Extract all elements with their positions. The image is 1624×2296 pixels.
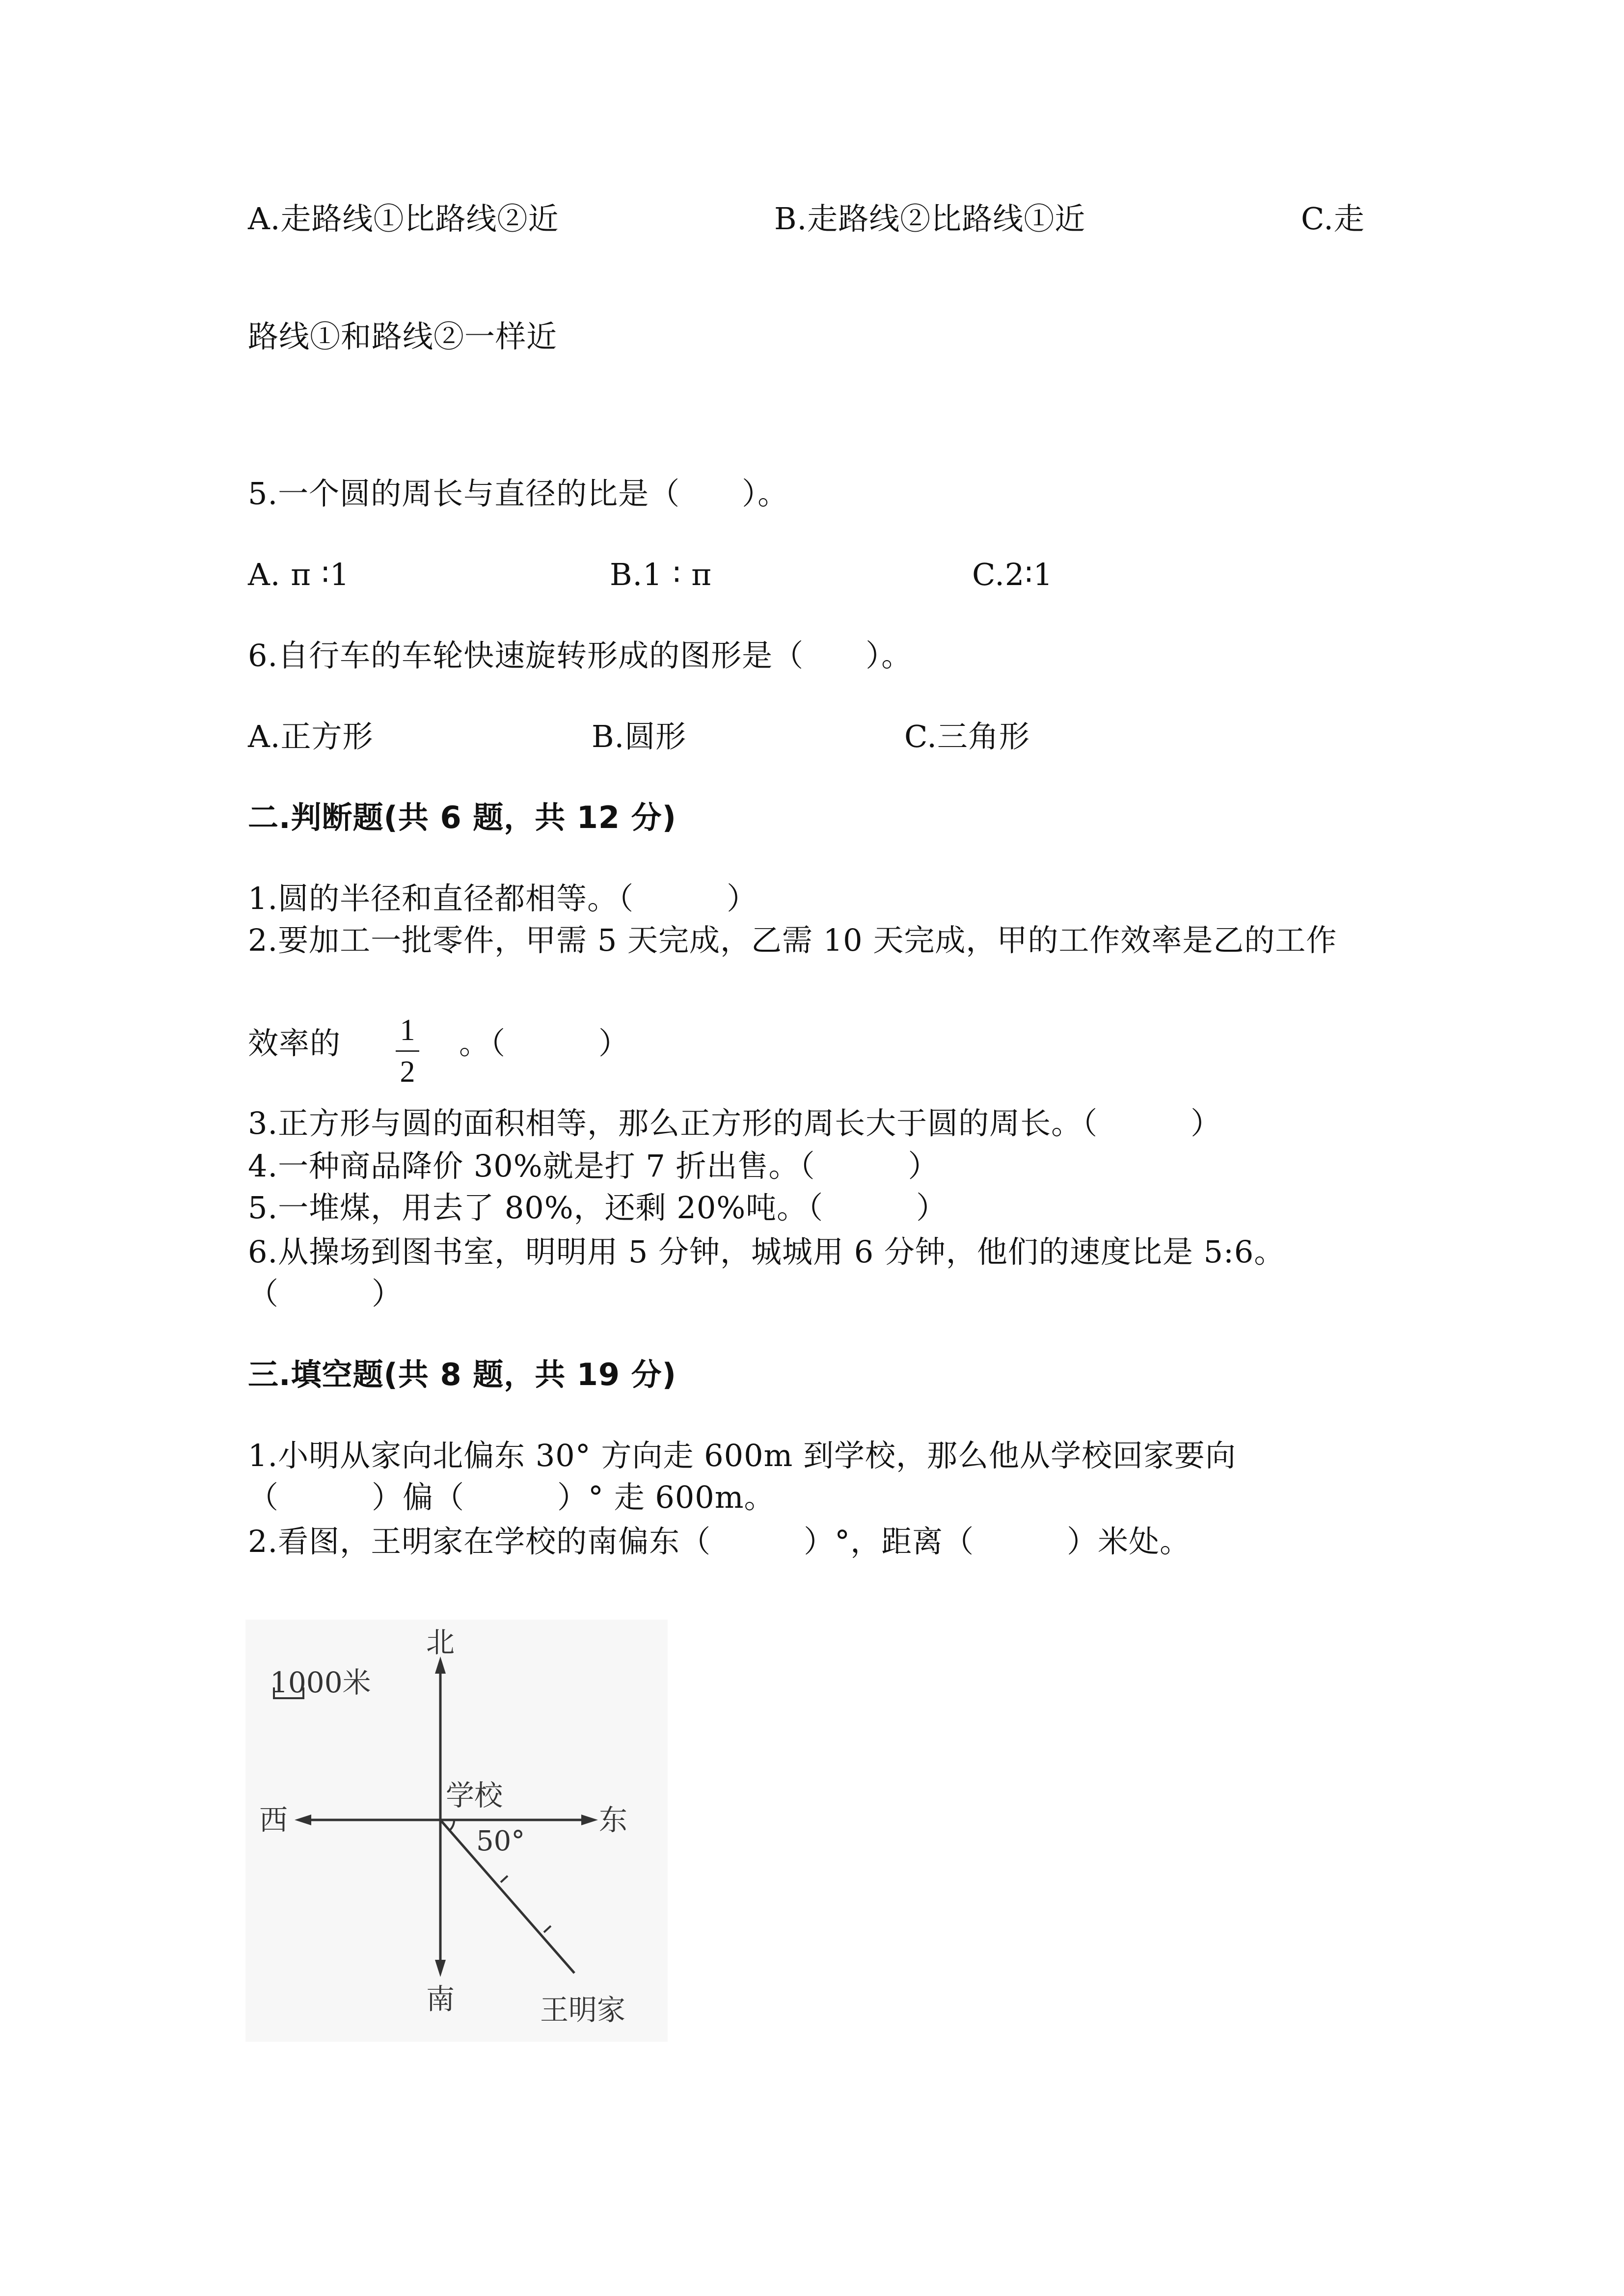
judge-item-2-continued: 效率的 — [248, 1025, 341, 1061]
fill-item-2: 2.看图，王明家在学校的南偏东（ ）°，距离（ ）米处。 — [248, 1523, 1191, 1559]
judge-item-2: 2.要加工一批零件，甲需 5 天完成，乙需 10 天完成，甲的工作效率是乙的工作 — [248, 922, 1337, 958]
fill-item-1-continued: （ ）偏（ ）° 走 600m。 — [248, 1479, 775, 1515]
judge-item-5: 5.一堆煤，用去了 80%，还剩 20%吨。（ ） — [248, 1190, 947, 1226]
q5-option-c: C.2∶1 — [972, 557, 1053, 592]
judge-item-6: 6.从操场到图书室，明明用 5 分钟，城城用 6 分钟，他们的速度比是 5:6。 — [248, 1234, 1285, 1270]
q4-option-c-continued: 路线①和路线②一样近 — [248, 319, 558, 354]
section3-heading: 三.填空题(共 8 题，共 19 分) — [248, 1357, 677, 1392]
fraction-numerator: 1 — [400, 1014, 415, 1047]
section2-heading: 二.判断题(共 6 题，共 12 分) — [248, 800, 677, 835]
q6-option-c: C.三角形 — [904, 719, 1030, 754]
school-label: 学校 — [446, 1779, 503, 1812]
q5-stem: 5.一个圆的周长与直径的比是（ ）。 — [248, 476, 789, 511]
south-label: 南 — [426, 1982, 455, 2016]
judge-item-1: 1.圆的半径和直径都相等。（ ） — [248, 881, 758, 916]
q5-option-a: A. π ∶1 — [248, 557, 350, 592]
q4-option-a: A.走路线①比路线②近 — [248, 201, 559, 237]
q4-option-c: C.走 — [1301, 201, 1365, 237]
direction-diagram — [245, 1620, 668, 2042]
q5-option-b: B.1 ∶ π — [610, 557, 712, 592]
judge-item-6-paren: （ ） — [248, 1276, 403, 1311]
fraction-bar — [396, 1050, 419, 1052]
q4-option-b: B.走路线②比路线①近 — [774, 201, 1086, 237]
west-label: 西 — [259, 1803, 288, 1837]
angle-label: 50° — [476, 1825, 525, 1857]
q6-option-a: A.正方形 — [248, 719, 374, 754]
q6-stem: 6.自行车的车轮快速旋转形成的图形是（ ）。 — [248, 638, 913, 673]
scale-label: 1000米 — [270, 1666, 371, 1699]
east-label: 东 — [599, 1803, 628, 1837]
judge-item-2-paren: 。（ ） — [459, 1025, 630, 1061]
fraction-one-half — [393, 1015, 422, 1087]
fraction-denominator: 2 — [400, 1055, 415, 1089]
home-label: 王明家 — [540, 1993, 626, 2027]
judge-item-4: 4.一种商品降价 30%就是打 7 折出售。（ ） — [248, 1148, 939, 1184]
fill-item-1: 1.小明从家向北偏东 30° 方向走 600m 到学校，那么他从学校回家要向 — [248, 1438, 1237, 1473]
judge-item-3: 3.正方形与圆的面积相等，那么正方形的周长大于圆的周长。（ ） — [248, 1105, 1222, 1141]
north-label: 北 — [426, 1626, 455, 1659]
q6-option-b: B.圆形 — [592, 719, 687, 754]
